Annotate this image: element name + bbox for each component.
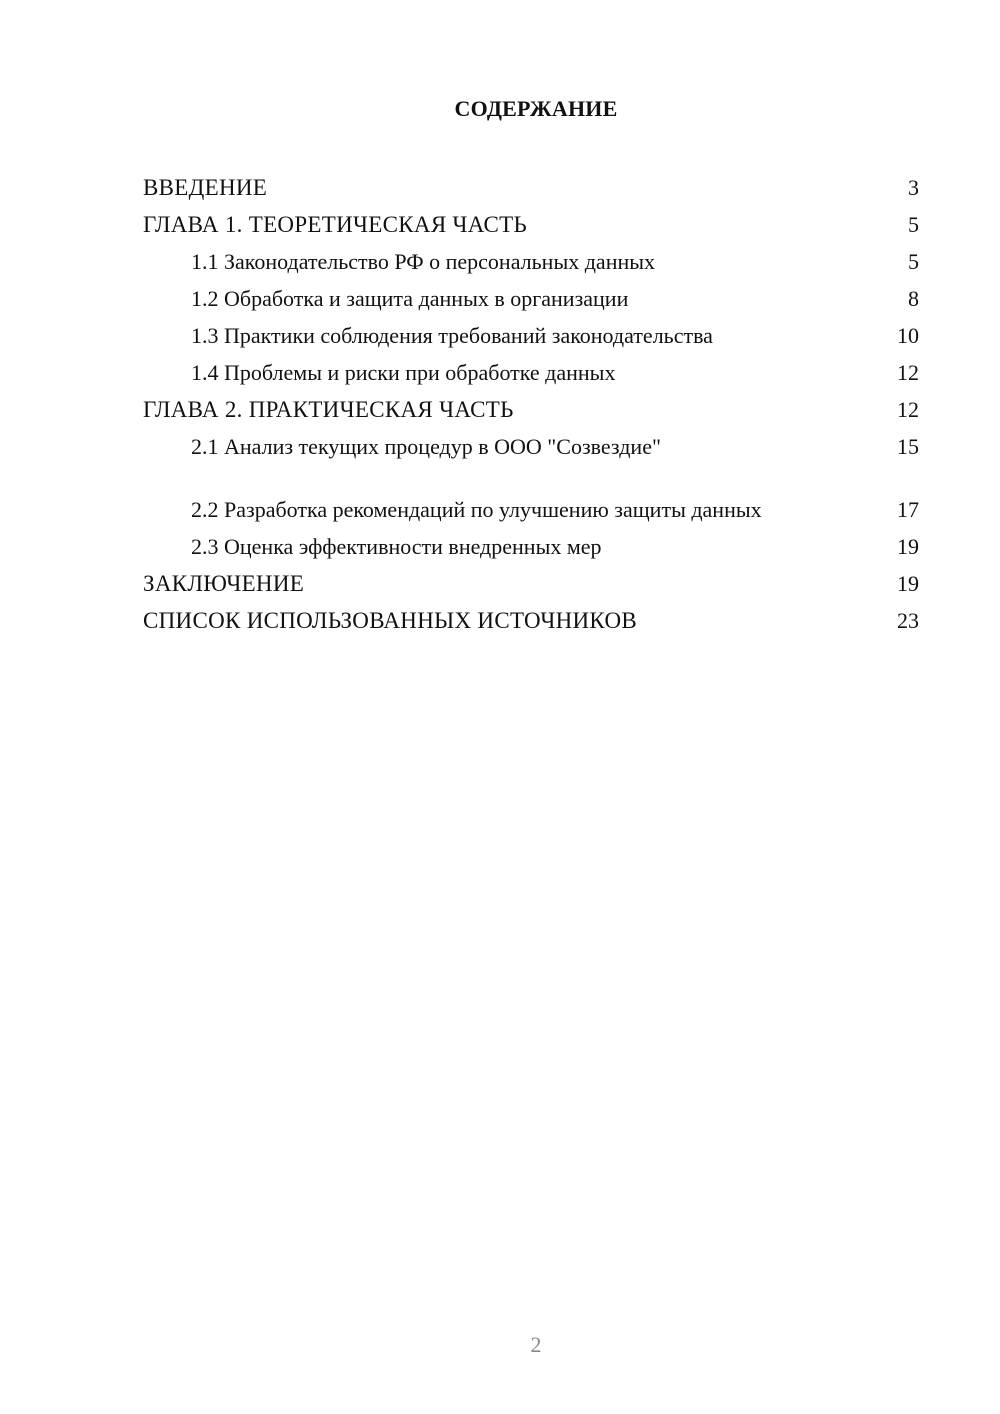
toc-entry-introduction[interactable] <box>143 168 919 205</box>
toc-entry-section-1-1[interactable] <box>143 242 919 279</box>
toc-entry-section-2-2[interactable] <box>143 464 919 527</box>
toc-entry-label: 1.2 Обработка и защита данных в организации <box>191 286 629 311</box>
toc-entry-label: ГЛАВА 2. ПРАКТИЧЕСКАЯ ЧАСТЬ <box>143 397 514 422</box>
toc-entry-section-2-1[interactable] <box>143 427 919 464</box>
toc-entry-label: 2.2 Разработка рекомендаций по улучшению защиты данных <box>191 497 762 522</box>
page-number: 2 <box>530 1332 542 1357</box>
toc-entry-label: 2.1 Анализ текущих процедур в ООО "Созвездие" <box>191 434 661 459</box>
toc-entry-section-1-3[interactable] <box>143 316 919 353</box>
toc-entry-page-number: 5 <box>908 212 919 237</box>
toc-entry-page-number: 19 <box>897 534 919 559</box>
toc-entry-label: ЗАКЛЮЧЕНИЕ <box>143 571 305 596</box>
toc-entry-section-2-3[interactable] <box>143 527 919 564</box>
toc-entry-page-number: 3 <box>908 175 919 200</box>
toc-entry-page-number: 12 <box>897 397 919 422</box>
toc-entry-label: 1.3 Практики соблюдения требований законодательства <box>191 323 713 348</box>
toc-entry-page-number: 15 <box>897 434 919 459</box>
toc-entry-chapter-1[interactable] <box>143 205 919 242</box>
toc-entry-references[interactable] <box>143 601 919 638</box>
toc-entry-conclusion[interactable] <box>143 564 919 601</box>
toc-entry-page-number: 5 <box>908 249 919 274</box>
toc-entry-label: СПИСОК ИСПОЛЬЗОВАННЫХ ИСТОЧНИКОВ <box>143 608 638 633</box>
toc-entry-label: ВВЕДЕНИЕ <box>143 175 268 200</box>
toc-entry-page-number: 12 <box>897 360 919 385</box>
toc-entry-label: 1.1 Законодательство РФ о персональных данных <box>191 249 656 274</box>
toc-entry-page-number: 8 <box>908 286 919 311</box>
toc-entry-page-number: 10 <box>897 323 919 348</box>
toc-entry-page-number: 17 <box>897 497 919 522</box>
toc-entry-page-number: 19 <box>897 571 919 596</box>
table-of-contents <box>143 168 919 638</box>
toc-entry-label: 1.4 Проблемы и риски при обработке данных <box>191 360 616 385</box>
toc-entry-chapter-2[interactable] <box>143 390 919 427</box>
toc-entry-label: 2.3 Оценка эффективности внедренных мер <box>191 534 602 559</box>
toc-entry-page-number: 23 <box>897 608 919 633</box>
toc-entry-label: ГЛАВА 1. ТЕОРЕТИЧЕСКАЯ ЧАСТЬ <box>143 212 528 237</box>
toc-entry-section-1-2[interactable] <box>143 279 919 316</box>
toc-entry-section-1-4[interactable] <box>143 353 919 390</box>
page-title: СОДЕРЖАНИЕ <box>454 96 618 121</box>
